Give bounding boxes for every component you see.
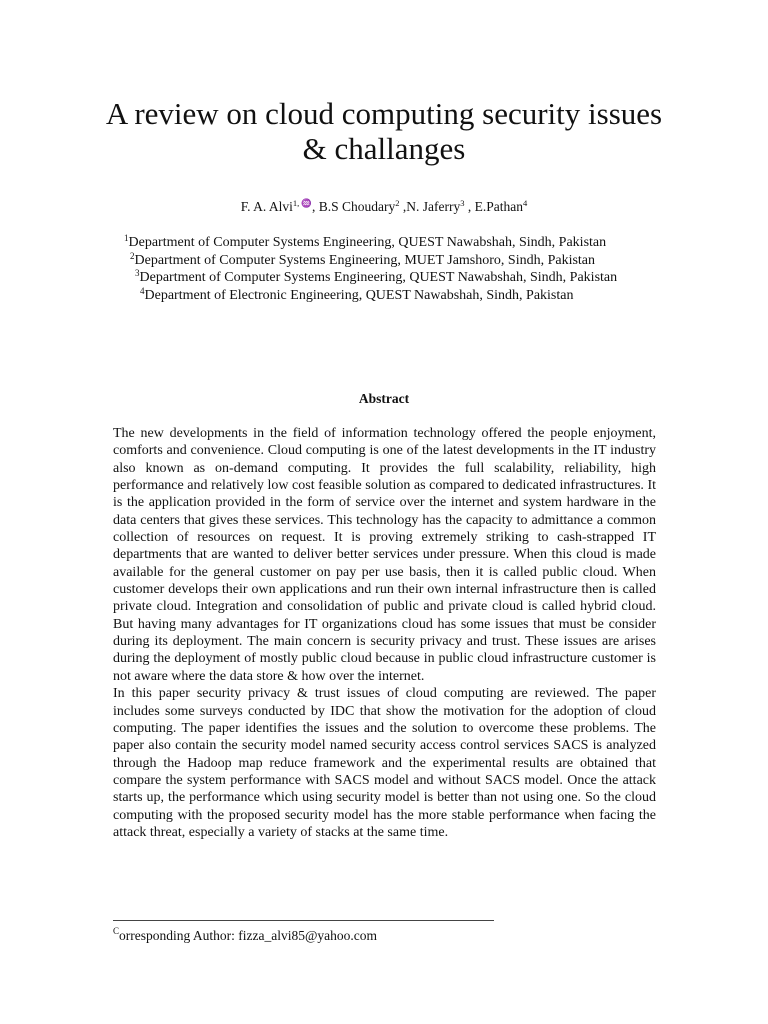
- author: B.S Choudary$^2$ ,: [318, 198, 407, 214]
- title-line-1: A review on cloud computing security issues: [105, 96, 663, 131]
- title-line-2: & challanges: [302, 131, 466, 166]
- paper-title: [0, 96, 768, 166]
- author-superscript: 2: [395, 198, 400, 208]
- footnote-divider: [113, 920, 494, 921]
- author: F. A. Alvi$^{1, ♒}$,: [240, 198, 319, 214]
- footnote-mark: C: [113, 926, 120, 936]
- corresponding-author-footnote: [113, 928, 377, 944]
- author-superscript: 1, ♒: [292, 198, 313, 208]
- author: N. Jaferry$^3$ ,: [406, 198, 475, 214]
- abstract-paragraph: In this paper security privacy & trust issues of cloud computing are reviewed. The paper includes some surveys conducted by IDC that show the motivation for the adoption of cloud computing. The paper identifies the issues and the solution to overcome these problems. The paper also contain the security model named security access control services SACS is analyzed through the Hadoop map reduce framework and the experimental results are obtained that compare the system performance with SACS model and without SACS model. Once the attack starts up, the performance which using security model is better than not using one. So the cloud computing with the proposed security model has the more stable performance when facing the attack threat, especially a variety of stacks at the same time.: [113, 686, 656, 840]
- abstract-heading: Abstract: [358, 391, 410, 406]
- affiliation-item: $^3$Department of Computer Systems Engineering, QUEST Nawabshah, Sindh, Pakistan: [135, 268, 618, 285]
- author-list: [0, 197, 768, 217]
- abstract-paragraph: The new developments in the field of information technology offered the people enjoyment, comforts and convenience. Cloud computing is one of the latest developments in the IT industry also known as on-demand computing. It provides the full scalability, reliability, high performance and relatively low cost feasible solution as compared to dedicated infrastructures. It is the application provided in the form of service over the internet and system hardware in the data centers that gives these services. This technology has the capacity to admittance a common collection of resources on request. It is proving extremely striking to cash-strapped IT departments that are wanted to deliver better services under pressure. When this cloud is made available for the general customer on pay per use basis, then it is called public cloud. When customer develops their own applications and run their own internal infrastructure then is called private cloud. Integration and consolidation of public and private cloud is called hybrid cloud. But having many advantages for IT organizations cloud has some issues that must be consider during its deployment. The main concern is security privacy and trust. These issues are arises during the deployment of mostly public cloud because in public cloud infrastructure customer is not aware where the data store & how over the internet.: [113, 426, 656, 684]
- author-superscript: 3: [460, 198, 465, 208]
- footnote-text: orresponding Author: fizza_alvi85@yahoo.com: [119, 928, 378, 943]
- affiliation-item: $^2$Department of Computer Systems Engineering, MUET Jamshoro, Sindh, Pakistan: [130, 250, 596, 268]
- author-superscript: 4: [523, 198, 528, 208]
- abstract-body: [113, 425, 656, 841]
- affiliation-item: $^1$Department of Computer Systems Engineering, QUEST Nawabshah, Sindh, Pakistan: [124, 233, 607, 250]
- affiliation-item: $^4$Department of Electronic Engineering, QUEST Nawabshah, Sindh, Pakistan: [140, 285, 574, 303]
- author: E.Pathan$^4$: [474, 198, 528, 214]
